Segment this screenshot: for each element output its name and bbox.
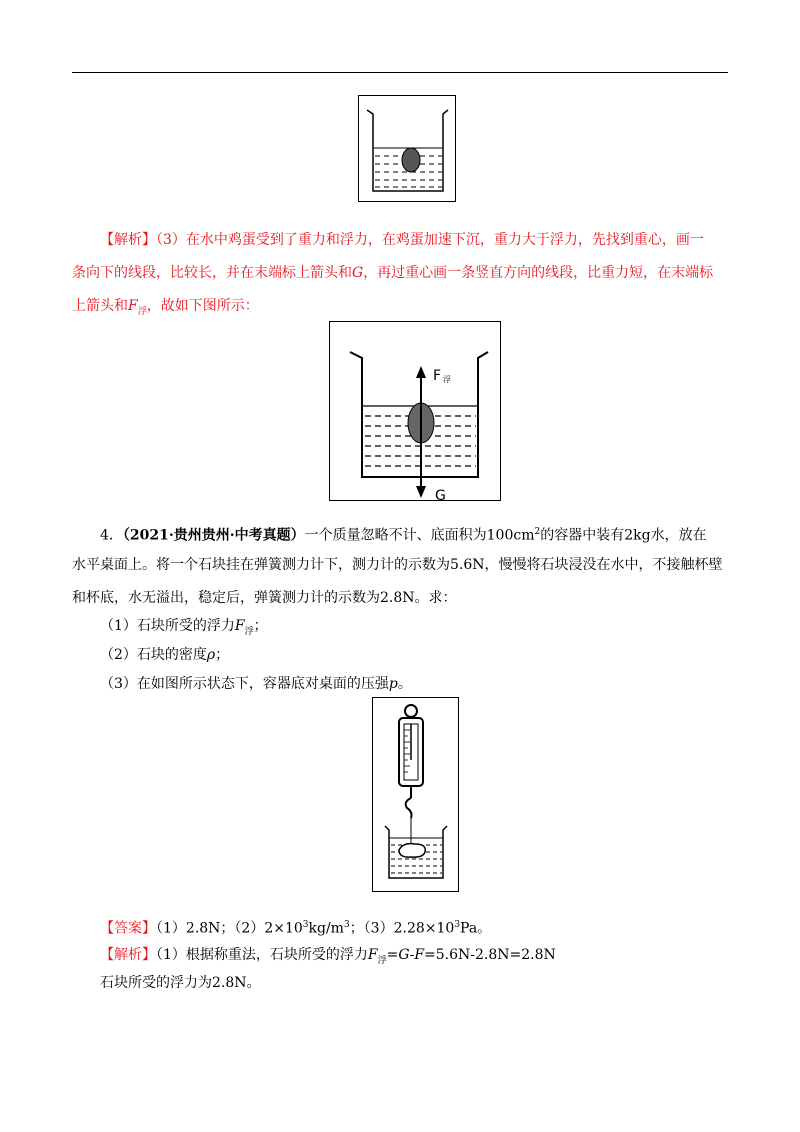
analysis-2-tag: 【解析】 — [100, 947, 156, 963]
figure-force-diagram — [329, 321, 501, 501]
analysis-2-line-1: 【解析】（1）根据称重法，石块所受的浮力$F_浮=G-F=5.6N-2.8N=2.8N$ — [100, 947, 556, 966]
label-g: G — [435, 488, 446, 500]
analysis-line-3: 上箭头和$F_浮$，故如下图所示： — [72, 298, 259, 317]
figure-spring-scale — [372, 697, 459, 892]
force-diagram-drawing — [330, 322, 500, 500]
question-number: 4． — [100, 527, 123, 544]
label-f-buoyancy: F — [433, 368, 442, 384]
analysis-line-1: 【解析】（3）在水中鸡蛋受到了重力和浮力，在鸡蛋加速下沉，重力大于浮力，先找到重心，画一 — [100, 232, 704, 248]
question-4-line-3: 和杯底，水无溢出，稳定后，弹簧测力计的示数为2.8N。求： — [72, 590, 457, 606]
question-source: （2021·贵州贵州·中考真题） — [122, 527, 305, 544]
question-4-line-1: 4．（2021·贵州贵州·中考真题）一个质量忽略不计、底面积为$100cm^2$的容器中装有2kg水，放在 — [100, 527, 707, 544]
analysis-tag: 【解析】 — [100, 232, 156, 248]
analysis-line-2: 条向下的线段，比较长，并在末端标上箭头和G，再过重心画一条竖直方向的线段，比重力短，在末端标 — [72, 265, 714, 281]
figure-beaker-egg — [358, 95, 456, 202]
answer-tag: 【答案】 — [100, 920, 156, 937]
answer-line: 【答案】（1）2.8N；$(2)2\times 10^3kg/m^3$；$(3)2.28\times 10^3Pa$。 — [100, 920, 492, 937]
label-f-sub: 浮 — [443, 375, 451, 384]
spring-scale-drawing — [373, 698, 458, 891]
question-4-sub-3: （3）在如图所示状态下，容器底对桌面的压强p。 — [100, 676, 412, 692]
header-rule — [72, 72, 728, 73]
question-4-sub-1: （1）石块所受的浮力$F_浮$； — [100, 618, 268, 637]
question-4-sub-2: （2）石块的密度ρ； — [100, 647, 230, 663]
analysis-2-line-2: 石块所受的浮力为2.8N。 — [100, 975, 261, 991]
beaker-egg-drawing — [359, 96, 455, 201]
question-4-line-2: 水平桌面上。将一个石块挂在弹簧测力计下，测力计的示数为5.6N，慢慢将石块浸没在水中，不接触杯壁 — [72, 557, 723, 573]
